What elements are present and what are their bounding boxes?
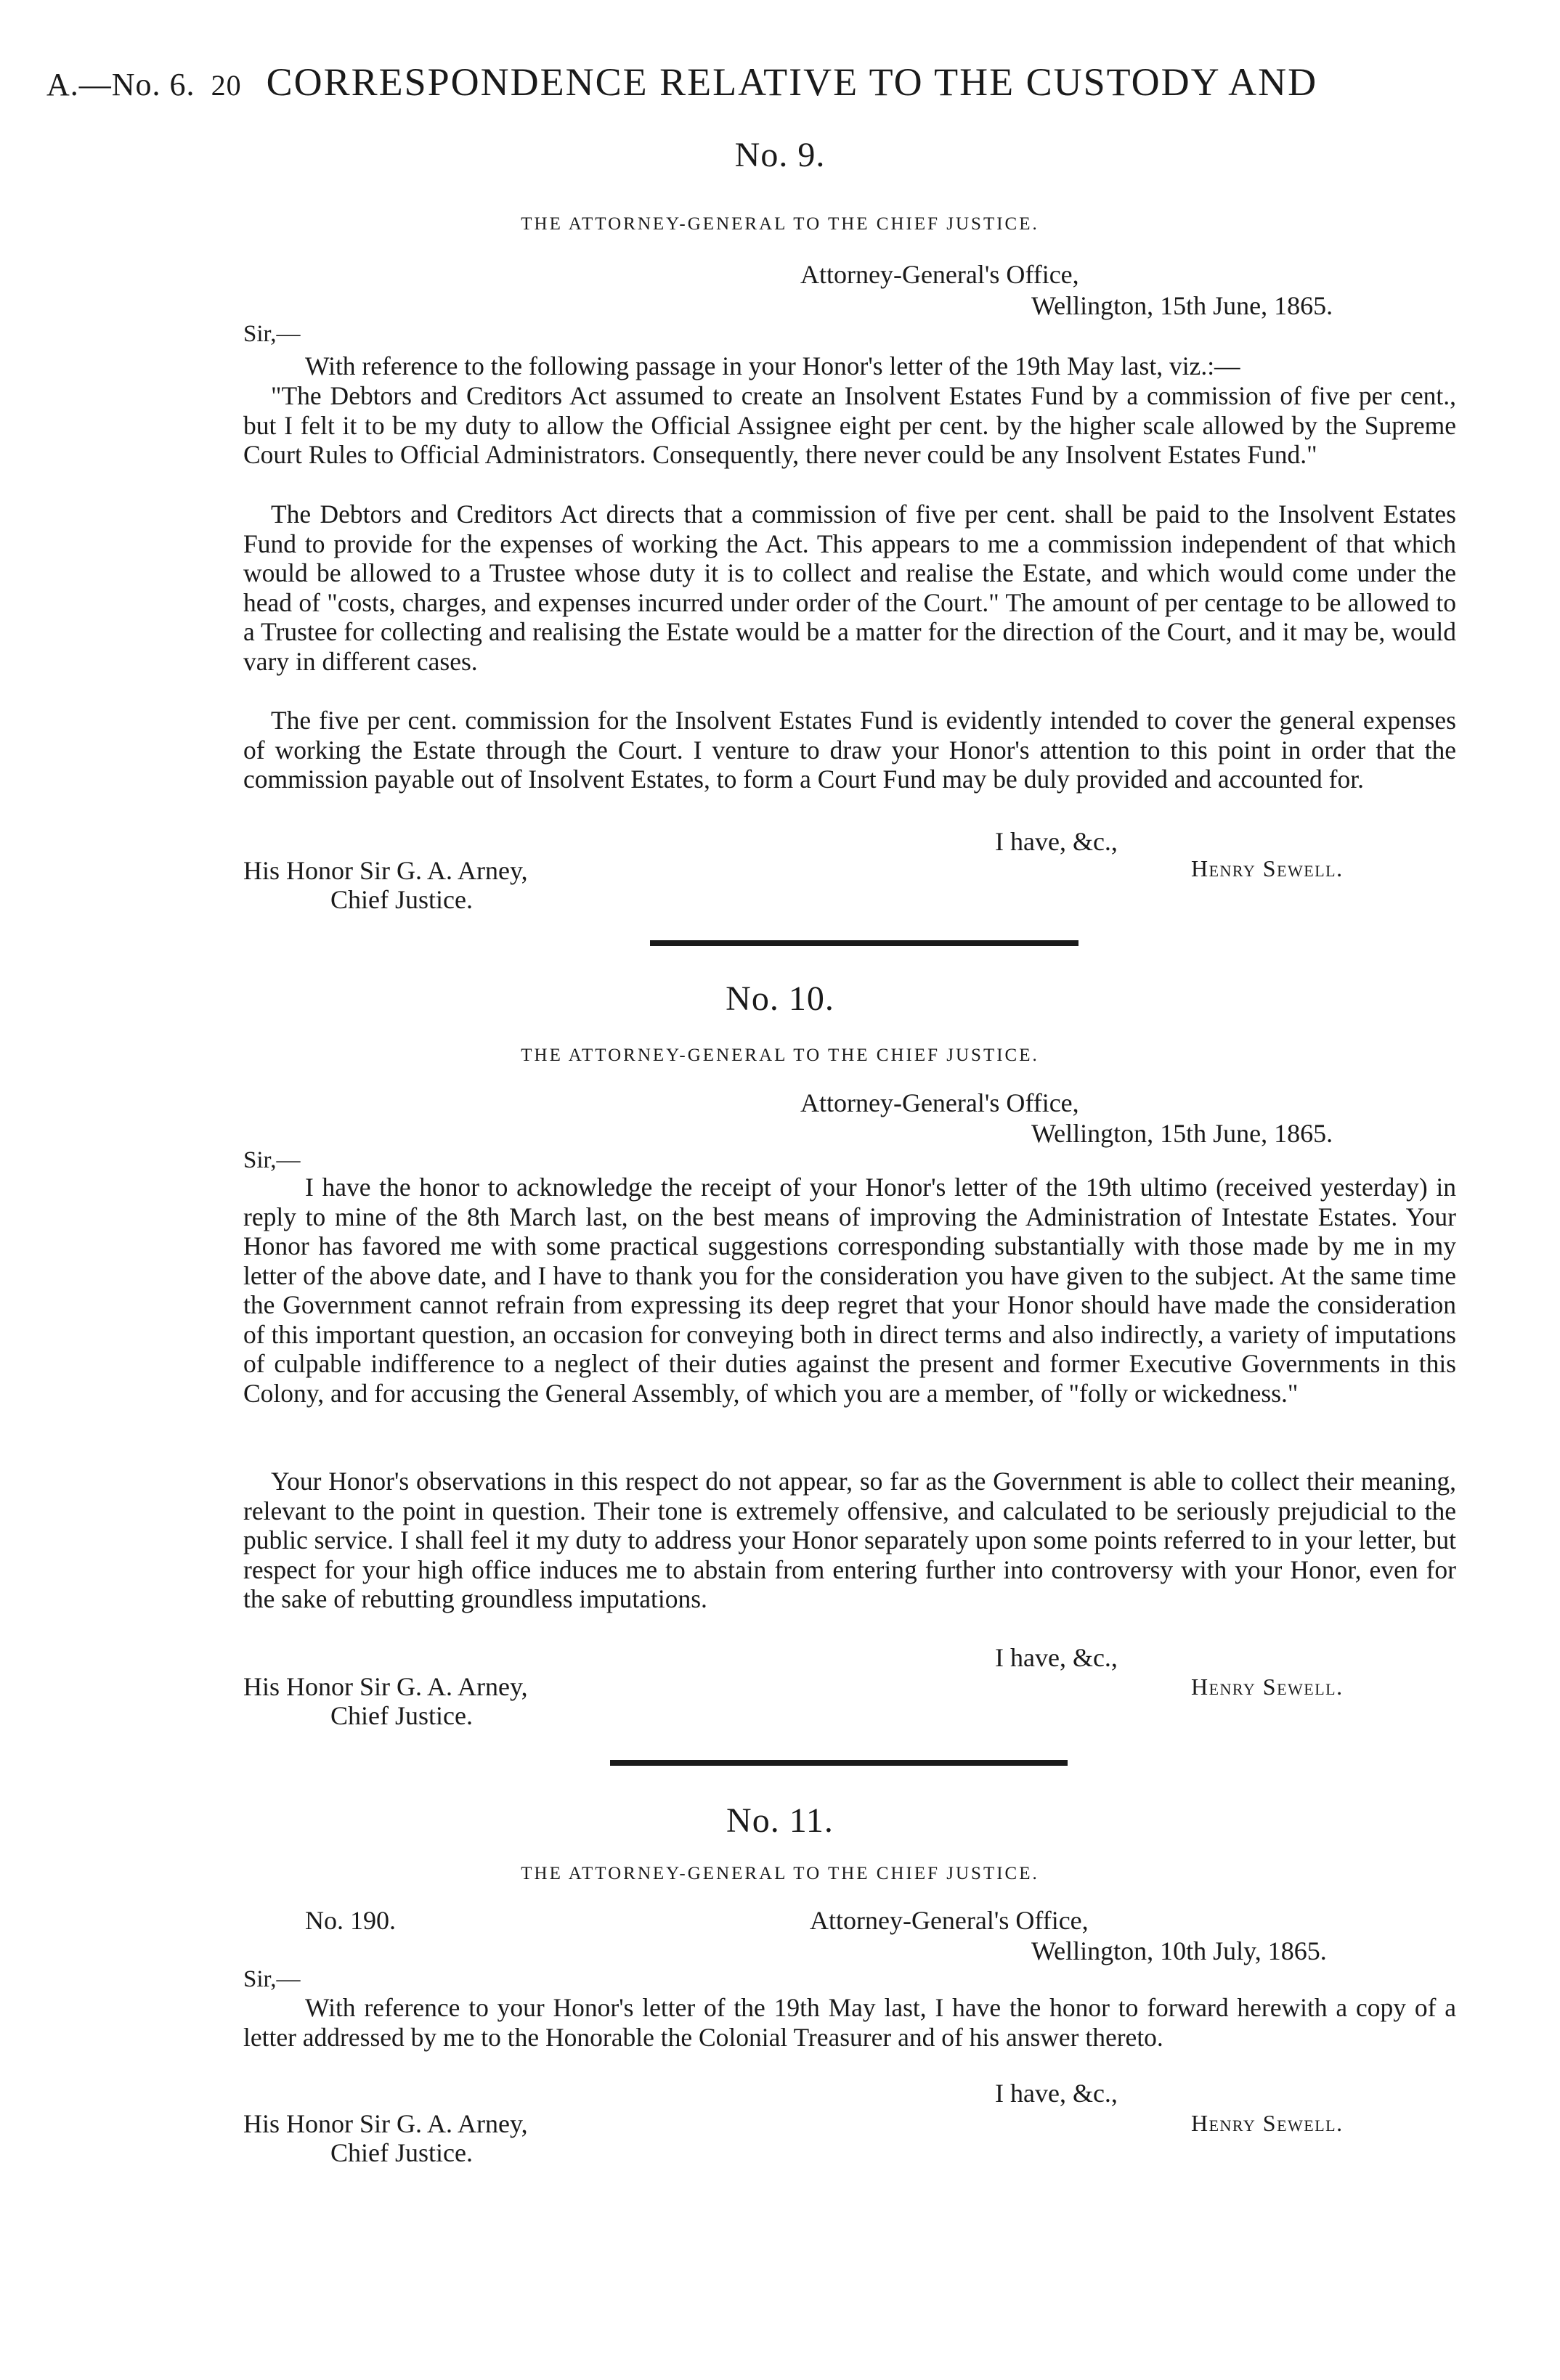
letter-subheading: THE ATTORNEY-GENERAL TO THE CHIEF JUSTICE. (521, 1046, 1039, 1065)
running-title: CORRESPONDENCE RELATIVE TO THE CUSTODY AND (266, 60, 1318, 104)
letter-paragraph: With reference to the following passage in your Honor's letter of the 19th May last, viz.:— (305, 351, 1240, 380)
salutation: Sir,— (243, 1147, 301, 1173)
addressee-title: Chief Justice. (330, 2138, 473, 2167)
letter-paragraph: The five per cent. commission for the Insolvent Estates Fund is evidently intended to cover the general expenses of working the Estate through the Court. I venture to draw your Honor's attention to this point in order that the commission payable out of Insolvent Estates, to form a Court Fund may be duly provided and accounted for. (243, 706, 1456, 794)
letter-number: No. 10. (726, 979, 834, 1018)
section-divider (610, 1760, 1068, 1766)
letter-paragraph: With reference to your Honor's letter of the 19th May last, I have the honor to forward herewith a copy of a letter addressed by me to the Honorable the Colonial Treasurer and of his answer thereto. (243, 1993, 1456, 2052)
letter-paragraph: Your Honor's observations in this respect do not appear, so far as the Government is able to collect their meaning, relevant to the point in question. Their tone is extremely offensive, and calculated to be seriously prejudicial to the public service. I shall feel it my duty to address your Honor separately upon some points referred to in your letter, but respect for your high office induces me to abstain from entering further into controversy with your Honor, even for the sake of rebutting groundless imputations. (243, 1467, 1456, 1613)
addressee: His Honor Sir G. A. Arney, (243, 2109, 528, 2138)
closing-line: I have, &c., (995, 827, 1118, 856)
page-reference: A.—No. 6. (46, 67, 195, 102)
letter-paragraph: "The Debtors and Creditors Act assumed to create an Insolvent Estates Fund by a commission of five per cent., but I felt it to be my duty to allow the Official Assignee eight per cent. by the higher scale allowed by the Supreme Court Rules to Official Administrators. Consequently, there never could be any Insolvent Estates Fund." (243, 381, 1456, 469)
signature: Henry Sewell. (1191, 855, 1344, 881)
office-line: Attorney-General's Office, (800, 1088, 1079, 1117)
addressee: His Honor Sir G. A. Arney, (243, 856, 528, 885)
letter-number: No. 9. (734, 136, 826, 174)
closing-line: I have, &c., (995, 1643, 1118, 1672)
place-date-line: Wellington, 10th July, 1865. (1031, 1936, 1327, 1965)
letter-paragraph: The Debtors and Creditors Act directs that a commission of five per cent. shall be paid to the Insolvent Estates Fund to provide for the expenses of working the Act. This appears to me a commission independent of that which would be allowed to a Trustee whose duty it is to collect and realise the Estate, and which would come under the head of "costs, charges, and expenses incurred under order of the Court." The amount of per centage to be allowed to a Trustee for collecting and realising the Estate would be a matter for the direction of the Court, and it may be, would vary in different cases. (243, 500, 1456, 676)
addressee-title: Chief Justice. (330, 885, 473, 914)
page-header (46, 60, 1514, 105)
closing-line: I have, &c., (995, 2079, 1118, 2108)
page-number: 20 (211, 69, 242, 102)
reference-number: No. 190. (305, 1906, 396, 1935)
letter-number: No. 11. (726, 1801, 834, 1840)
section-divider (650, 940, 1078, 946)
letter-subheading: THE ATTORNEY-GENERAL TO THE CHIEF JUSTICE. (521, 1864, 1039, 1883)
addressee-title: Chief Justice. (330, 1701, 473, 1730)
signature: Henry Sewell. (1191, 2110, 1344, 2136)
salutation: Sir,— (243, 1966, 301, 1992)
addressee: His Honor Sir G. A. Arney, (243, 1672, 528, 1701)
place-date-line: Wellington, 15th June, 1865. (1031, 1119, 1333, 1148)
office-line: Attorney-General's Office, (800, 260, 1079, 289)
letter-paragraph: I have the honor to acknowledge the receipt of your Honor's letter of the 19th ultimo (received yesterday) in reply to mine of the 8th March last, on the best means of improving the Administration of Intestate Estates. Your Honor has favored me with some practical suggestions corresponding substantially with those made by me in my letter of the above date, and I have to thank you for the consideration you have given to the subject. At the same time the Government cannot refrain from expressing its deep regret that your Honor should have made the consideration of this important question, an occasion for conveying both in direct terms and also indirectly, a variety of imputations of culpable indifference to a neglect of their duties against the present and former Executive Governments in this Colony, and for accusing the General Assembly, of which you are a member, of "folly or wickedness." (243, 1173, 1456, 1408)
office-line: Attorney-General's Office, (810, 1906, 1089, 1935)
place-date-line: Wellington, 15th June, 1865. (1031, 291, 1333, 320)
signature: Henry Sewell. (1191, 1674, 1344, 1700)
letter-subheading: THE ATTORNEY-GENERAL TO THE CHIEF JUSTICE. (521, 214, 1039, 234)
salutation: Sir,— (243, 321, 301, 347)
